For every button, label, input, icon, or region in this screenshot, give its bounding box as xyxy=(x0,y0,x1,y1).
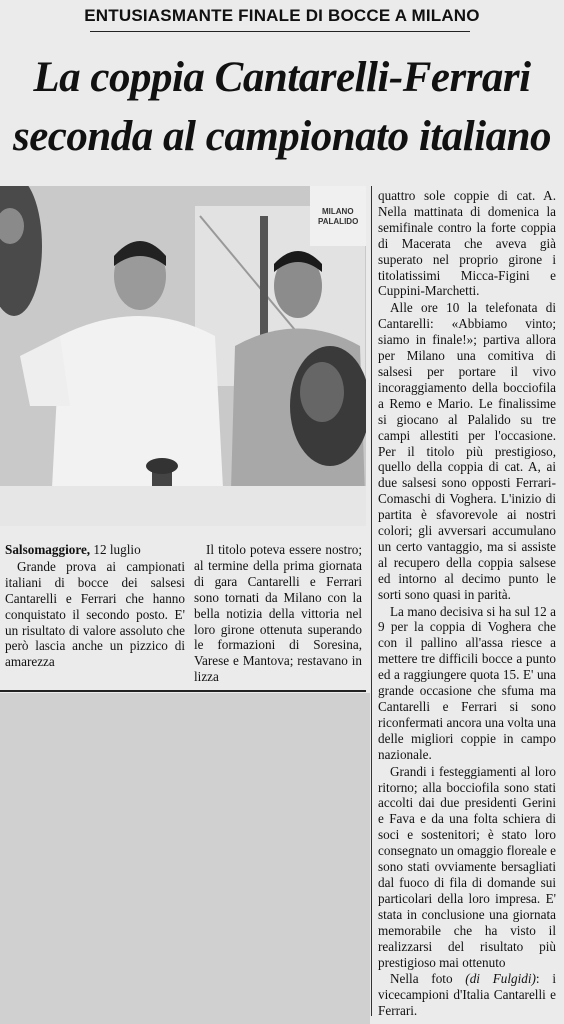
column-3 xyxy=(378,188,556,1019)
photo-illustration xyxy=(0,186,366,526)
caption-end: : i vicecampioni d'Italia Cantarelli e Ferrari. xyxy=(378,971,556,1019)
column-rule xyxy=(371,186,372,1016)
kicker: ENTUSIASMANTE FINALE DI BOCCE A MILANO xyxy=(84,6,480,25)
column-2-text: Il titolo poteva essere nostro; al termine della prima giornata di gara Cantarelli e Ferrari sono tornati da Milano con la bella notizia della vittoria nel loro girone ottenuta superando le formazioni di Soresina, Varese e Mantova; restavano in lizza xyxy=(194,542,362,685)
column-3-paragraph-1: quattro sole coppie di cat. A. Nella mattinata di domenica la semifinale contro la forte coppia di Macerata che aveva già superato nel proprio girone i titolatissimi Micca-Figini e Cuppini-Marchetti. xyxy=(378,188,556,299)
date: 12 luglio xyxy=(90,542,141,557)
column-2 xyxy=(194,542,362,685)
kicker-rule xyxy=(90,31,470,32)
headline-line-2: seconda al campionato italiano xyxy=(12,113,552,160)
blank-area xyxy=(0,693,370,1024)
caption-start: Nella foto xyxy=(390,971,466,987)
column-3-paragraph-3: La mano decisiva si ha sul 12 a 9 per la coppia di Voghera che con il pallino all'assa riesce a mettere tre difficili bocce a punto ed a raggiungere quota 15. E' una grande occasione che sfuma ma Cantarelli e Ferrari si sono riconfermati ancora una volta una delle migliori coppie in campo nazionale. xyxy=(378,603,556,762)
headline xyxy=(0,48,564,166)
banner-text-1: MILANO xyxy=(322,207,354,216)
article-photo xyxy=(0,186,366,526)
dateline: Salsomaggiore, xyxy=(5,542,91,557)
column-3-paragraph-2: Alle ore 10 la telefonata di Cantarelli: «Abbiamo vinto; siamo in finale!»; partiva allora per Milano una comitiva di salsesi per portare il vivo incoraggiamento della bocciofila a Remo e Mario. Le finalissime si giocano al Palalido su tre campi allestiti per l'occasione. Per il titolo più prestigioso, quello della coppia di cat. A, ai due salsesi sono opposti Ferrari-Comaschi di Voghera. L'inizio di partita è sfavorevole ai nostri colori; gli avversari accumulano un certo vantaggio, ma si assiste al recupero della coppia salsese ed intorno al decimo punto le sorti sono quasi in parità. xyxy=(378,300,556,602)
banner-text-2: PALALIDO xyxy=(318,217,359,226)
column-1-text: Grande prova ai campionati italiani di bocce dei salsesi Cantarelli e Ferrari che hanno conquistato il secondo posto. E' un risultato di valore assoluto che però lascia anche un pizzico di amarezza xyxy=(5,558,185,670)
photo-caption xyxy=(378,971,556,1019)
photo-credit: (di Fulgidi) xyxy=(465,971,536,987)
headline-line-1: La coppia Cantarelli-Ferrari xyxy=(33,54,531,101)
column-1 xyxy=(5,542,185,670)
column-3-paragraph-4: Grandi i festeggiamenti al loro ritorno; alla bocciofila sono stati accolti dai due presidenti Gerini e Fava e da una folta schiera di soci e sostenitori; è stato loro consegnato un omaggio floreale e sono stati ovviamente bersagliati dal fuoco di fila di domande sui particolari della loro impresa. E' stata in conclusione una giornata memorabile che ha visto il realizzarsi del risultato più prestigioso mai ottenuto xyxy=(378,763,556,970)
bottom-rule xyxy=(0,690,366,692)
